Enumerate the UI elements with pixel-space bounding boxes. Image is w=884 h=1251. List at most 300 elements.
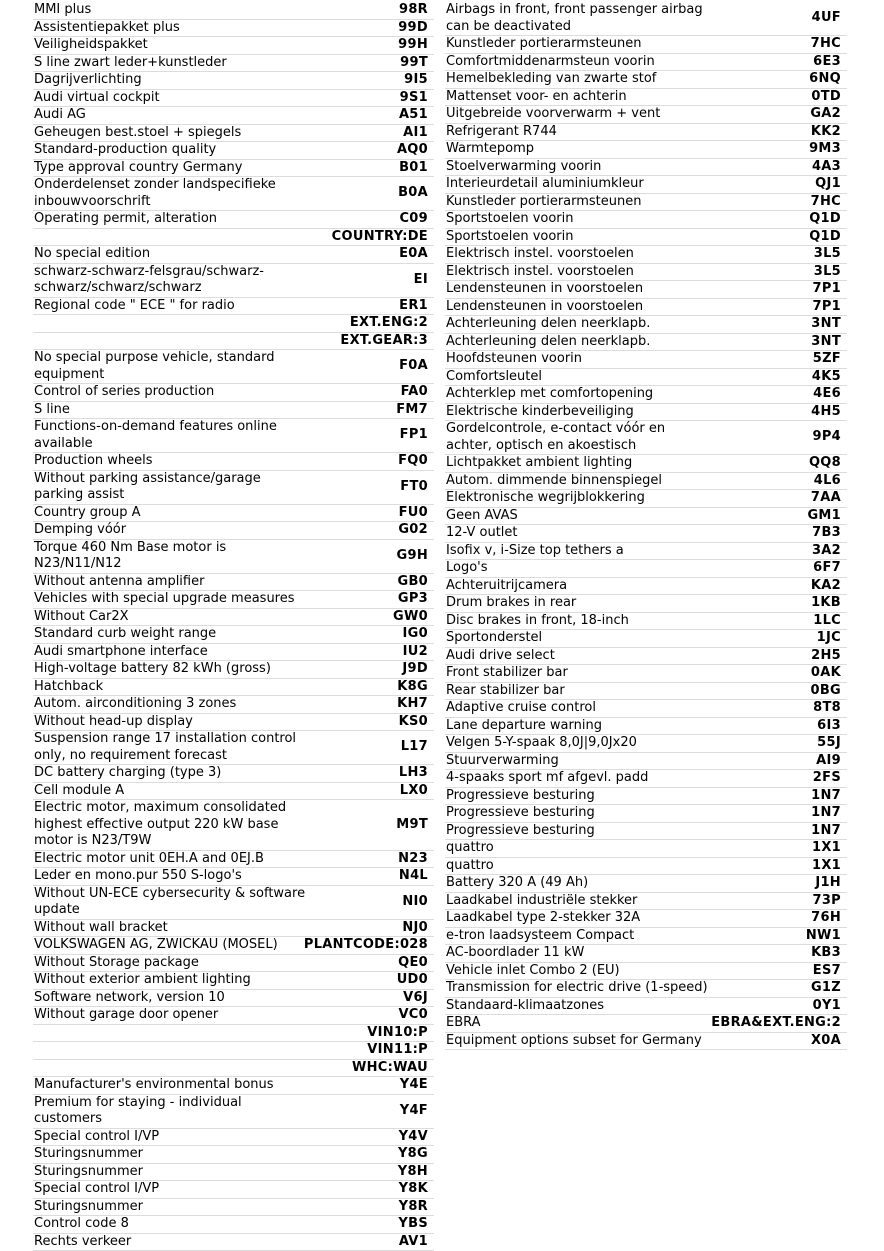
option-code: 7P1 — [812, 281, 847, 298]
option-description: Logo's — [445, 560, 813, 577]
option-description: Standaard-klimaatzones — [445, 998, 813, 1015]
equipment-row — [33, 1042, 434, 1060]
option-description: Geheugen best.stoel + spiegels — [33, 125, 403, 142]
equipment-row — [33, 937, 434, 955]
option-description: Geen AVAS — [445, 508, 807, 525]
option-code: M9T — [396, 817, 434, 834]
option-description: Hatchback — [33, 679, 397, 696]
option-code: EBRA&EXT.ENG:2 — [711, 1015, 847, 1032]
equipment-row — [445, 595, 847, 613]
option-description: Without garage door opener — [33, 1007, 398, 1024]
option-code: KH7 — [397, 696, 434, 713]
option-description: Without wall bracket — [33, 920, 402, 937]
option-code: 3L5 — [814, 246, 847, 263]
option-code: 6E3 — [813, 54, 847, 71]
option-description: Leder en mono.pur 550 S-logo's — [33, 868, 399, 885]
option-code: 0TD — [811, 89, 847, 106]
option-description: Transmission for electric drive (1-speed) — [445, 980, 811, 997]
option-description: Achterleuning delen neerklapb. — [445, 316, 811, 333]
equipment-row — [445, 700, 847, 718]
option-code: J9D — [402, 661, 434, 678]
option-description: S line zwart leder+kunstleder — [33, 55, 400, 72]
option-code: 8T8 — [813, 700, 847, 717]
equipment-row — [33, 955, 434, 973]
equipment-row — [33, 142, 434, 160]
option-code: GM1 — [807, 508, 847, 525]
equipment-row — [445, 54, 847, 72]
equipment-list-left — [33, 2, 434, 1251]
option-description: Without head-up display — [33, 714, 399, 731]
option-code: Y8K — [399, 1181, 434, 1198]
equipment-row — [33, 679, 434, 697]
equipment-row — [33, 696, 434, 714]
equipment-row — [445, 404, 847, 422]
option-code: 76H — [811, 910, 847, 927]
equipment-row — [33, 160, 434, 178]
option-code: FP1 — [400, 427, 434, 444]
option-description: Assistentiepakket plus — [33, 20, 398, 37]
option-code: 98R — [399, 2, 434, 19]
option-code: UD0 — [397, 972, 434, 989]
equipment-row — [33, 540, 434, 574]
option-code: FU0 — [399, 505, 434, 522]
option-code: 99H — [398, 37, 434, 54]
option-code: YBS — [398, 1216, 434, 1233]
equipment-row — [445, 316, 847, 334]
option-description: Suspension range 17 installation control only, no requirement forecast — [33, 731, 401, 764]
option-description: Electric motor unit 0EH.A and 0EJ.B — [33, 851, 398, 868]
option-description: Kunstleder portierarmsteunen — [445, 36, 811, 53]
equipment-row — [33, 20, 434, 38]
equipment-row — [33, 626, 434, 644]
option-code: Y4V — [399, 1129, 434, 1146]
option-code: Y4F — [400, 1103, 434, 1120]
option-description: EBRA — [445, 1015, 711, 1032]
option-code: 0BG — [810, 683, 847, 700]
equipment-row — [33, 1199, 434, 1217]
option-code: Y8G — [398, 1146, 434, 1163]
option-code: 1KB — [811, 595, 847, 612]
equipment-row — [445, 788, 847, 806]
option-description: Progressieve besturing — [445, 805, 811, 822]
equipment-row — [33, 609, 434, 627]
equipment-row — [445, 613, 847, 631]
option-description: Audi virtual cockpit — [33, 90, 400, 107]
equipment-row — [33, 1007, 434, 1025]
equipment-row — [445, 1033, 847, 1051]
equipment-row — [445, 1015, 847, 1033]
option-code: EI — [414, 272, 434, 289]
option-code: 7B3 — [812, 525, 847, 542]
option-code: J1H — [815, 875, 847, 892]
option-code: PLANTCODE:028 — [304, 937, 434, 954]
option-description: Without parking assistance/garage parking assist — [33, 471, 400, 504]
option-code: AI9 — [816, 753, 847, 770]
option-description: Drum brakes in rear — [445, 595, 811, 612]
equipment-row — [445, 386, 847, 404]
option-description: Lichtpakket ambient lighting — [445, 455, 809, 472]
option-code: KB3 — [811, 945, 847, 962]
equipment-row — [445, 840, 847, 858]
equipment-row — [445, 369, 847, 387]
option-description: Comfortsleutel — [445, 369, 812, 386]
option-code: ER1 — [399, 298, 434, 315]
option-description: Torque 460 Nm Base motor is N23/N11/N12 — [33, 540, 397, 573]
option-description: Progressieve besturing — [445, 823, 811, 840]
equipment-row — [33, 783, 434, 801]
equipment-row — [33, 264, 434, 298]
equipment-row — [445, 89, 847, 107]
equipment-row — [33, 574, 434, 592]
equipment-row — [33, 125, 434, 143]
equipment-row — [445, 630, 847, 648]
option-code: 7HC — [811, 194, 847, 211]
equipment-row — [33, 211, 434, 229]
equipment-row — [445, 246, 847, 264]
option-description: S line — [33, 402, 396, 419]
equipment-row — [33, 765, 434, 783]
equipment-row — [33, 990, 434, 1008]
option-description: Audi AG — [33, 107, 399, 124]
equipment-row — [445, 578, 847, 596]
option-description: schwarz-schwarz-felsgrau/schwarz- schwarz/schwarz/schwarz — [33, 264, 414, 297]
equipment-row — [33, 644, 434, 662]
equipment-row — [33, 591, 434, 609]
option-code: 6NQ — [809, 71, 847, 88]
option-code: 3A2 — [812, 543, 847, 560]
option-code: L17 — [401, 739, 434, 756]
option-description: Isofix v, i-Size top tethers a — [445, 543, 812, 560]
option-description: Sturingsnummer — [33, 1146, 398, 1163]
option-code: AQ0 — [397, 142, 434, 159]
equipment-row — [33, 350, 434, 384]
equipment-row — [33, 851, 434, 869]
equipment-row — [33, 522, 434, 540]
option-description: Without Car2X — [33, 609, 393, 626]
option-code: 9I5 — [404, 72, 434, 89]
option-code: GP3 — [398, 591, 434, 608]
option-description: MMI plus — [33, 2, 399, 19]
option-code: GB0 — [397, 574, 434, 591]
option-code: KK2 — [811, 124, 847, 141]
option-code: GW0 — [393, 609, 434, 626]
equipment-row — [445, 875, 847, 893]
option-description: Regional code " ECE " for radio — [33, 298, 399, 315]
equipment-row — [445, 805, 847, 823]
option-description: quattro — [445, 858, 812, 875]
option-description: Achterklep met comfortopening — [445, 386, 813, 403]
option-description: Laadkabel type 2-stekker 32A — [445, 910, 811, 927]
equipment-row — [33, 714, 434, 732]
option-code: 1X1 — [812, 858, 847, 875]
option-code: 55J — [817, 735, 847, 752]
option-description: 4-spaaks sport mf afgevl. padd — [445, 770, 813, 787]
option-description: Control code 8 — [33, 1216, 398, 1233]
equipment-row — [33, 1216, 434, 1234]
equipment-row — [445, 963, 847, 981]
option-code: 5ZF — [813, 351, 847, 368]
option-code: 6I3 — [817, 718, 847, 735]
equipment-row — [33, 453, 434, 471]
option-description: Warmtepomp — [445, 141, 809, 158]
equipment-row — [445, 718, 847, 736]
option-code: 2FS — [813, 770, 847, 787]
option-description: Without UN-ECE cybersecurity & software update — [33, 886, 402, 919]
option-code: KS0 — [399, 714, 434, 731]
option-code: EXT.GEAR:3 — [340, 333, 434, 350]
option-code: 7P1 — [812, 299, 847, 316]
equipment-row — [445, 508, 847, 526]
option-code: N4L — [399, 868, 434, 885]
option-description: Hemelbekleding van zwarte stof — [445, 71, 809, 88]
option-description: Comfortmiddenarmsteun voorin — [445, 54, 813, 71]
option-description: Standard curb weight range — [33, 626, 403, 643]
option-code: 0AK — [811, 665, 847, 682]
option-description: Sportonderstel — [445, 630, 817, 647]
option-code: IU2 — [403, 644, 434, 661]
option-code: VIN10:P — [367, 1025, 434, 1042]
option-description: Equipment options subset for Germany — [445, 1033, 811, 1050]
option-description: Progressieve besturing — [445, 788, 811, 805]
equipment-row — [445, 998, 847, 1016]
option-code: 7AA — [811, 490, 847, 507]
option-code: G02 — [398, 522, 434, 539]
equipment-row — [33, 1060, 434, 1078]
option-code: FT0 — [400, 479, 434, 496]
option-code: WHC:WAU — [352, 1060, 434, 1077]
equipment-row — [33, 920, 434, 938]
option-code: 3NT — [811, 334, 847, 351]
option-description: Electric motor, maximum consolidated highest effective output 220 kW base motor is N23/T9W — [33, 800, 396, 850]
equipment-row — [33, 419, 434, 453]
equipment-row — [445, 858, 847, 876]
option-code: 6F7 — [813, 560, 847, 577]
equipment-row — [33, 1077, 434, 1095]
option-description: Refrigerant R744 — [445, 124, 811, 141]
option-description: Demping vóór — [33, 522, 398, 539]
equipment-row — [445, 980, 847, 998]
option-description: Special control I/VP — [33, 1129, 399, 1146]
option-code: X0A — [811, 1033, 847, 1050]
option-code: FQ0 — [398, 453, 434, 470]
option-code: GA2 — [810, 106, 847, 123]
option-description: Disc brakes in front, 18-inch — [445, 613, 813, 630]
option-code: LX0 — [400, 783, 434, 800]
option-code: 9S1 — [400, 90, 434, 107]
equipment-row — [445, 159, 847, 177]
option-code: F0A — [399, 358, 434, 375]
option-description: Lendensteunen in voorstoelen — [445, 299, 812, 316]
equipment-row — [445, 683, 847, 701]
option-description: Lane departure warning — [445, 718, 817, 735]
equipment-row — [445, 770, 847, 788]
equipment-row — [33, 972, 434, 990]
option-description: Stoelverwarming voorin — [445, 159, 812, 176]
option-code: 3L5 — [814, 264, 847, 281]
option-code: 4A3 — [812, 159, 847, 176]
option-description: Without exterior ambient lighting — [33, 972, 397, 989]
option-description: Control of series production — [33, 384, 401, 401]
option-description: Elektronische wegrijblokkering — [445, 490, 811, 507]
option-code: QE0 — [398, 955, 434, 972]
option-code: NW1 — [806, 928, 847, 945]
option-description: Achterleuning delen neerklapb. — [445, 334, 811, 351]
option-code: 7HC — [811, 36, 847, 53]
equipment-row — [445, 211, 847, 229]
equipment-row — [33, 384, 434, 402]
option-code: 4E6 — [813, 386, 847, 403]
option-description: Software network, version 10 — [33, 990, 403, 1007]
equipment-row — [445, 421, 847, 455]
equipment-row — [445, 823, 847, 841]
option-description: Velgen 5-Y-spaak 8,0J|9,0Jx20 — [445, 735, 817, 752]
equipment-row — [33, 1095, 434, 1129]
equipment-row — [445, 36, 847, 54]
equipment-row — [33, 661, 434, 679]
option-description: Standard-production quality — [33, 142, 397, 159]
equipment-row — [33, 55, 434, 73]
equipment-row — [33, 1025, 434, 1043]
option-code: 73P — [812, 893, 847, 910]
option-description: Special control I/VP — [33, 1181, 399, 1198]
option-description: No special edition — [33, 246, 399, 263]
option-code: G9H — [397, 548, 435, 565]
option-description: Without antenna amplifier — [33, 574, 397, 591]
option-description: Mattenset voor- en achterin — [445, 89, 811, 106]
option-code: 1JC — [817, 630, 847, 647]
option-description: Onderdelenset zonder landspecifieke inbouwvoorschrift — [33, 177, 398, 210]
option-description: Premium for staying - individual customers — [33, 1095, 400, 1128]
equipment-row — [33, 72, 434, 90]
equipment-row — [445, 2, 847, 36]
option-description: AC-boordlader 11 kW — [445, 945, 811, 962]
option-code: V6J — [403, 990, 434, 1007]
equipment-row — [33, 333, 434, 351]
equipment-row — [445, 106, 847, 124]
option-description: Elektrisch instel. voorstoelen — [445, 246, 814, 263]
equipment-row — [445, 229, 847, 247]
equipment-row — [445, 945, 847, 963]
option-code: A51 — [399, 107, 434, 124]
option-code: IG0 — [403, 626, 434, 643]
equipment-row — [33, 731, 434, 765]
equipment-row — [33, 2, 434, 20]
equipment-row — [445, 893, 847, 911]
option-code: 0Y1 — [813, 998, 847, 1015]
option-description: DC battery charging (type 3) — [33, 765, 399, 782]
option-code: 1N7 — [811, 805, 847, 822]
equipment-row — [445, 455, 847, 473]
option-code: N23 — [398, 851, 434, 868]
equipment-row — [445, 194, 847, 212]
option-code: FA0 — [401, 384, 434, 401]
option-description: Cell module A — [33, 783, 400, 800]
equipment-row — [445, 334, 847, 352]
option-description: Country group A — [33, 505, 399, 522]
option-description: Audi drive select — [445, 648, 811, 665]
option-description: Sportstoelen voorin — [445, 211, 809, 228]
option-code: 1X1 — [812, 840, 847, 857]
option-code: QJ1 — [815, 176, 847, 193]
option-description: Battery 320 A (49 Ah) — [445, 875, 815, 892]
option-description: Functions-on-demand features online available — [33, 419, 400, 452]
option-description: Manufacturer's environmental bonus — [33, 1077, 400, 1094]
equipment-row — [445, 281, 847, 299]
option-code: QQ8 — [809, 455, 847, 472]
option-description: Rechts verkeer — [33, 1234, 399, 1251]
equipment-row — [33, 107, 434, 125]
option-description: VOLKSWAGEN AG, ZWICKAU (MOSEL) — [33, 937, 304, 954]
option-code: 9P4 — [812, 429, 847, 446]
option-code: 4K5 — [812, 369, 847, 386]
equipment-row — [33, 1129, 434, 1147]
option-code: NI0 — [402, 894, 434, 911]
option-description: Autom. airconditioning 3 zones — [33, 696, 397, 713]
option-description: Front stabilizer bar — [445, 665, 811, 682]
option-description: Lendensteunen in voorstoelen — [445, 281, 812, 298]
equipment-row — [445, 525, 847, 543]
option-description: Interieurdetail aluminiumkleur — [445, 176, 815, 193]
option-code: C09 — [399, 211, 434, 228]
equipment-row — [33, 471, 434, 505]
equipment-row — [33, 90, 434, 108]
option-description: Airbags in front, front passenger airbag can be deactivated — [445, 2, 812, 35]
option-description: Uitgebreide voorverwarm + vent — [445, 106, 810, 123]
option-code: B0A — [398, 185, 434, 202]
equipment-row — [33, 505, 434, 523]
equipment-row — [33, 1234, 434, 1251]
option-description: Achteruitrijcamera — [445, 578, 811, 595]
option-code: 1LC — [813, 613, 847, 630]
equipment-row — [33, 800, 434, 851]
equipment-list-right — [445, 2, 847, 1050]
option-code: 99D — [398, 20, 434, 37]
option-code: KA2 — [811, 578, 847, 595]
option-code: LH3 — [399, 765, 434, 782]
option-code: 4H5 — [811, 404, 847, 421]
option-description: Rear stabilizer bar — [445, 683, 810, 700]
equipment-row — [445, 928, 847, 946]
equipment-row — [33, 37, 434, 55]
option-code: 1N7 — [811, 823, 847, 840]
option-description: 12-V outlet — [445, 525, 812, 542]
option-description: Elektrisch instel. voorstoelen — [445, 264, 814, 281]
equipment-row — [445, 264, 847, 282]
option-code: NJ0 — [402, 920, 434, 937]
equipment-row — [445, 665, 847, 683]
equipment-row — [33, 1164, 434, 1182]
equipment-row — [445, 490, 847, 508]
equipment-row — [445, 543, 847, 561]
option-code: 2H5 — [811, 648, 847, 665]
option-description: Type approval country Germany — [33, 160, 399, 177]
equipment-row — [33, 868, 434, 886]
option-code: 4L6 — [814, 473, 847, 490]
option-description: Veiligheidspakket — [33, 37, 398, 54]
equipment-row — [445, 176, 847, 194]
equipment-row — [33, 402, 434, 420]
option-description: No special purpose vehicle, standard equipment — [33, 350, 399, 383]
equipment-row — [445, 71, 847, 89]
option-description: Hoofdsteunen voorin — [445, 351, 813, 368]
option-description: e-tron laadsysteem Compact — [445, 928, 806, 945]
equipment-row — [445, 473, 847, 491]
option-code: 9M3 — [809, 141, 847, 158]
option-code: Q1D — [809, 211, 847, 228]
option-code: Y8R — [399, 1199, 434, 1216]
option-code: VC0 — [398, 1007, 434, 1024]
equipment-row — [33, 315, 434, 333]
